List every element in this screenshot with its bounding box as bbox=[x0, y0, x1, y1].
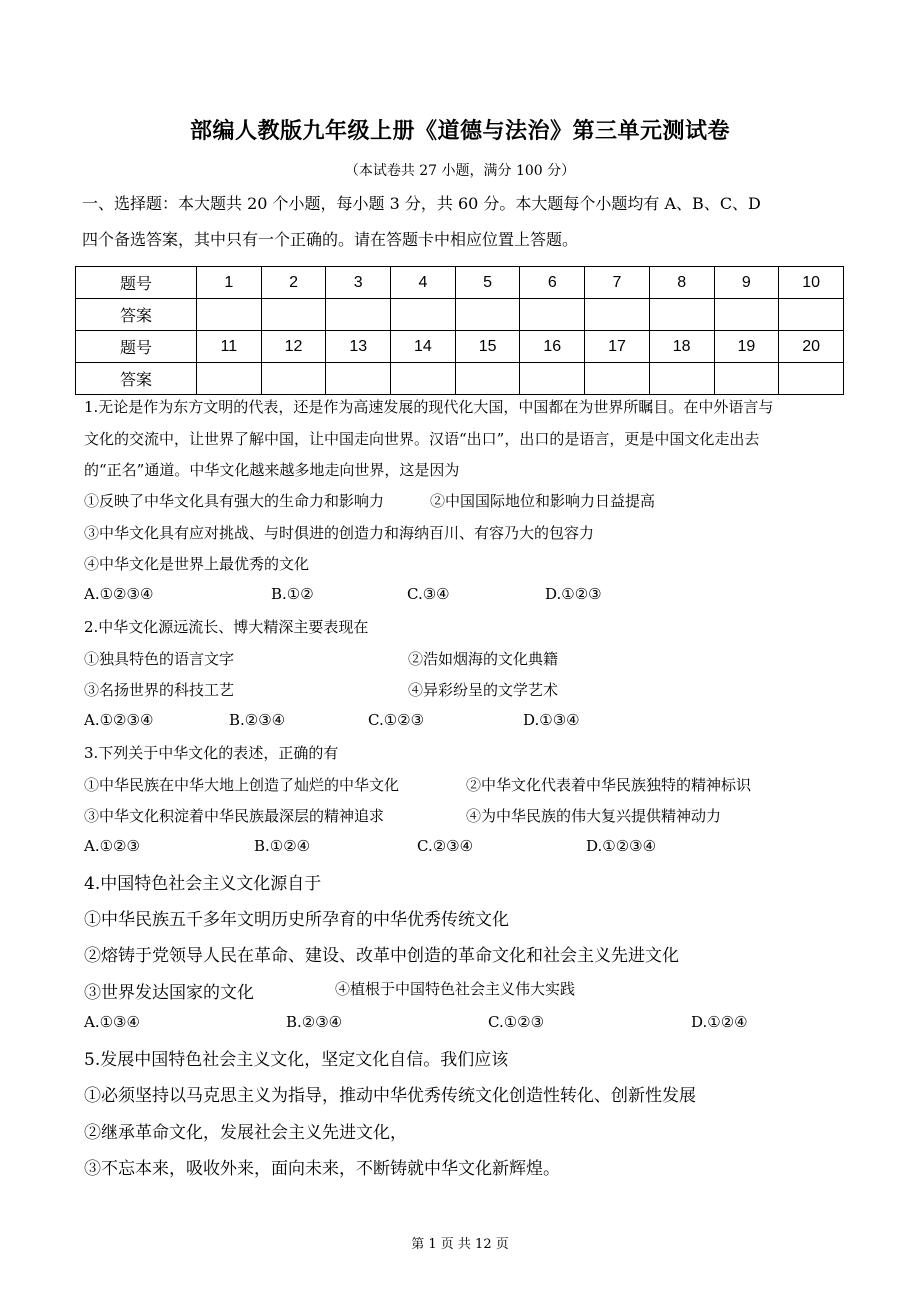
answer-table bbox=[75, 266, 844, 395]
table-cell: 11 bbox=[197, 331, 262, 363]
q2-option-a[interactable]: A.①②③④ bbox=[84, 711, 154, 729]
q5-statement-3: ③不忘本来，吸收外来，面向未来，不断铸就中华文化新辉煌。 bbox=[84, 1159, 560, 1179]
table-cell: 9 bbox=[714, 267, 779, 299]
q3-option-c[interactable]: C.②③④ bbox=[417, 837, 474, 855]
answer-cell[interactable] bbox=[520, 363, 585, 395]
instructions-line-2: 四个备选答案，其中只有一个正确的。请在答题卡中相应位置上答题。 bbox=[82, 230, 579, 249]
table-cell-label: 题号 bbox=[76, 331, 197, 363]
answer-cell[interactable] bbox=[714, 299, 779, 331]
q4-stem: 4.中国特色社会主义文化源自于 bbox=[84, 874, 322, 894]
answer-cell[interactable] bbox=[455, 363, 520, 395]
table-cell: 20 bbox=[779, 331, 844, 363]
answer-cell[interactable] bbox=[520, 299, 585, 331]
q3-statement-2: ②中华文化代表着中华民族独特的精神标识 bbox=[466, 776, 752, 794]
page-title: 部编人教版九年级上册《道德与法治》第三单元测试卷 bbox=[189, 118, 730, 144]
table-cell-label: 题号 bbox=[76, 267, 197, 299]
q1-option-d[interactable]: D.①②③ bbox=[545, 585, 602, 603]
answer-cell[interactable] bbox=[391, 363, 456, 395]
q4-option-c[interactable]: C.①②③ bbox=[488, 1013, 545, 1031]
answer-cell[interactable] bbox=[326, 299, 391, 331]
q1-statement-4: ④中华文化是世界上最优秀的文化 bbox=[84, 555, 310, 573]
q3-option-b[interactable]: B.①②④ bbox=[254, 837, 311, 855]
table-row bbox=[76, 299, 844, 331]
table-cell: 19 bbox=[714, 331, 779, 363]
table-row bbox=[76, 267, 844, 299]
page-footer: 第 1 页 共 12 页 bbox=[411, 1237, 509, 1252]
table-cell: 1 bbox=[197, 267, 262, 299]
page-subtitle: （本试卷共 27 小题，满分 100 分） bbox=[344, 163, 576, 179]
q2-statement-1: ①独具特色的语言文字 bbox=[84, 650, 235, 668]
answer-cell[interactable] bbox=[779, 363, 844, 395]
q4-statement-4: ④植根于中国特色社会主义伟大实践 bbox=[335, 980, 576, 998]
table-cell: 14 bbox=[391, 331, 456, 363]
answer-cell[interactable] bbox=[585, 363, 650, 395]
q3-stem: 3.下列关于中华文化的表述，正确的有 bbox=[84, 744, 339, 762]
q1-statement-1: ①反映了中华文化具有强大的生命力和影响力 bbox=[84, 492, 385, 510]
answer-cell[interactable] bbox=[455, 299, 520, 331]
q2-statement-2: ②浩如烟海的文化典籍 bbox=[408, 650, 559, 668]
q3-option-d[interactable]: D.①②③④ bbox=[586, 837, 657, 855]
answer-cell[interactable] bbox=[391, 299, 456, 331]
table-cell: 5 bbox=[455, 267, 520, 299]
table-cell: 10 bbox=[779, 267, 844, 299]
q2-statement-3: ③名扬世界的科技工艺 bbox=[84, 681, 235, 699]
instructions-line-1: 一、选择题：本大题共 20 个小题，每小题 3 分，共 60 分。本大题每个小题均有 A、B、C、D bbox=[82, 194, 761, 213]
table-cell: 17 bbox=[585, 331, 650, 363]
answer-cell[interactable] bbox=[714, 363, 779, 395]
table-cell: 4 bbox=[391, 267, 456, 299]
table-cell: 13 bbox=[326, 331, 391, 363]
table-cell: 16 bbox=[520, 331, 585, 363]
q5-statement-1: ①必须坚持以马克思主义为指导，推动中华优秀传统文化创造性转化、创新性发展 bbox=[84, 1086, 696, 1106]
q1-stem-line-1: 1.无论是作为东方文明的代表，还是作为高速发展的现代化大国，中国都在为世界所瞩目。在中外语言与 bbox=[84, 398, 774, 416]
q1-statement-2: ②中国国际地位和影响力日益提高 bbox=[430, 492, 656, 510]
q4-statement-1: ①中华民族五千多年文明历史所孕育的中华优秀传统文化 bbox=[84, 910, 509, 930]
q3-statement-1: ①中华民族在中华大地上创造了灿烂的中华文化 bbox=[84, 776, 400, 794]
table-cell: 15 bbox=[455, 331, 520, 363]
table-cell: 2 bbox=[261, 267, 326, 299]
q1-stem-line-3: 的“正名”通道。中华文化越来越多地走向世界，这是因为 bbox=[84, 461, 460, 479]
q2-option-c[interactable]: C.①②③ bbox=[368, 711, 425, 729]
table-cell: 3 bbox=[326, 267, 391, 299]
table-cell: 8 bbox=[649, 267, 714, 299]
answer-cell[interactable] bbox=[197, 299, 262, 331]
table-cell-label: 答案 bbox=[76, 299, 197, 331]
answer-cell[interactable] bbox=[261, 299, 326, 331]
table-cell: 7 bbox=[585, 267, 650, 299]
q2-option-d[interactable]: D.①③④ bbox=[523, 711, 580, 729]
answer-cell[interactable] bbox=[649, 299, 714, 331]
q1-option-b[interactable]: B.①② bbox=[271, 585, 314, 603]
q1-option-c[interactable]: C.③④ bbox=[407, 585, 450, 603]
answer-cell[interactable] bbox=[585, 299, 650, 331]
answer-cell[interactable] bbox=[779, 299, 844, 331]
table-cell: 12 bbox=[261, 331, 326, 363]
q1-stem-line-2: 文化的交流中，让世界了解中国，让中国走向世界。汉语“出口”，出口的是语言，更是中国文化走出去 bbox=[84, 430, 760, 448]
q2-statement-4: ④异彩纷呈的文学艺术 bbox=[408, 681, 559, 699]
answer-cell[interactable] bbox=[197, 363, 262, 395]
q3-statement-3: ③中华文化积淀着中华民族最深层的精神追求 bbox=[84, 807, 385, 825]
q1-statement-3: ③中华文化具有应对挑战、与时俱进的创造力和海纳百川、有容乃大的包容力 bbox=[84, 524, 595, 542]
q2-stem: 2.中华文化源远流长、博大精深主要表现在 bbox=[84, 618, 369, 636]
q4-statement-2: ②熔铸于党领导人民在革命、建设、改革中创造的革命文化和社会主义先进文化 bbox=[84, 946, 679, 966]
table-row bbox=[76, 363, 844, 395]
q5-stem: 5.发展中国特色社会主义文化，坚定文化自信。我们应该 bbox=[84, 1050, 509, 1070]
answer-cell[interactable] bbox=[261, 363, 326, 395]
q3-statement-4: ④为中华民族的伟大复兴提供精神动力 bbox=[466, 807, 722, 825]
q4-option-d[interactable]: D.①②④ bbox=[691, 1013, 748, 1031]
answer-cell[interactable] bbox=[649, 363, 714, 395]
table-cell-label: 答案 bbox=[76, 363, 197, 395]
q4-option-a[interactable]: A.①③④ bbox=[84, 1013, 140, 1031]
q4-option-b[interactable]: B.②③④ bbox=[286, 1013, 343, 1031]
table-row bbox=[76, 331, 844, 363]
q4-statement-3: ③世界发达国家的文化 bbox=[84, 983, 254, 1003]
q3-option-a[interactable]: A.①②③ bbox=[84, 837, 140, 855]
answer-cell[interactable] bbox=[326, 363, 391, 395]
q1-option-a[interactable]: A.①②③④ bbox=[84, 585, 154, 603]
table-cell: 18 bbox=[649, 331, 714, 363]
q2-option-b[interactable]: B.②③④ bbox=[229, 711, 286, 729]
table-cell: 6 bbox=[520, 267, 585, 299]
q5-statement-2: ②继承革命文化，发展社会主义先进文化， bbox=[84, 1123, 407, 1143]
